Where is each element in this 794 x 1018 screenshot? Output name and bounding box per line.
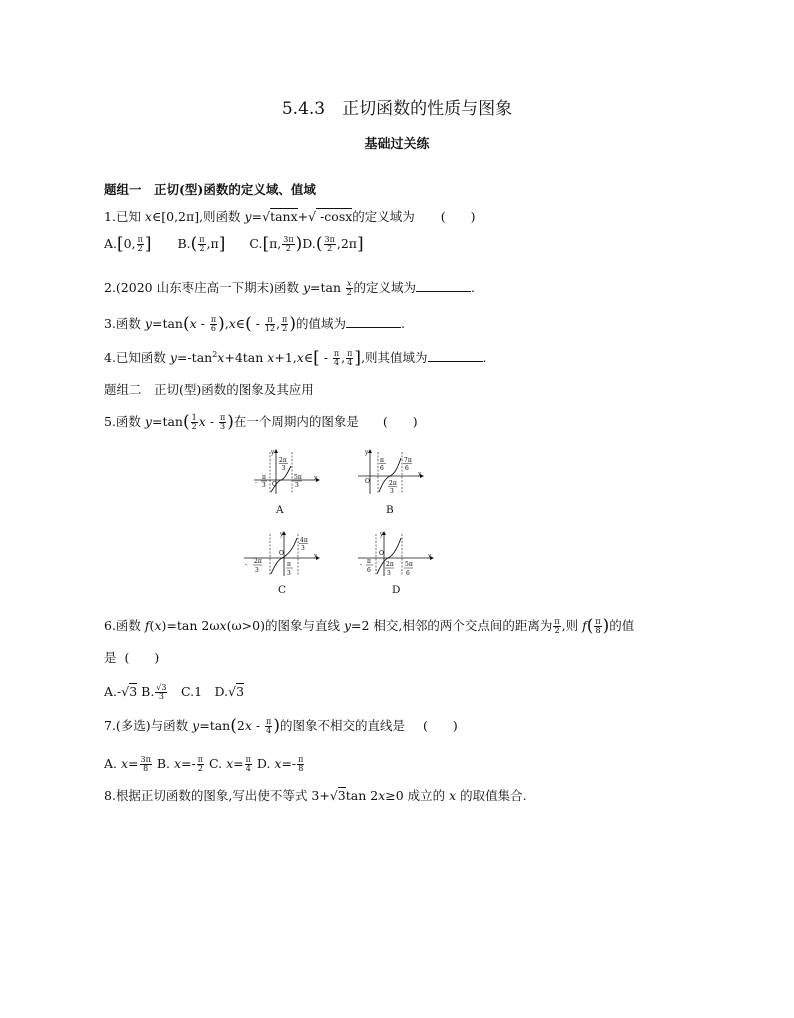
graph-a-left-num: π — [262, 474, 266, 481]
question-8: 8.根据正切函数的图象,写出使不等式 3+√3tan 2x≥0 成立的 x 的取值集合. — [104, 788, 527, 803]
graph-d-right-num: 5π — [405, 561, 413, 568]
question-6-line-2: 是 ( ) — [104, 650, 160, 665]
q1-number: 1. — [104, 209, 116, 224]
graph-c-caption: C — [278, 584, 287, 596]
graph-c-mid-num: π — [287, 561, 291, 568]
question-2: 2.(2020 山东枣庄高一下期末)函数 y=tan $\frac{x}{2}$ 的定义域为 . — [104, 279, 476, 297]
question-7: 7.(多选)与函数 y=tan(2x - $\frac{\pi}{4}$ )的图象不相交的直线是 ( ) — [104, 716, 458, 736]
q1-text: + — [297, 209, 309, 224]
graph-a-left-den: 3 — [262, 482, 266, 489]
graph-d-right-den: 6 — [406, 570, 410, 577]
q6-option-c: C.1 — [168, 684, 215, 699]
graph-b-y-label: y — [365, 449, 369, 456]
q1-radicand-2: -cosx — [316, 209, 353, 224]
graph-a-x-label: x — [314, 475, 318, 482]
graph-c-left-num: 2π — [254, 558, 262, 565]
graph-b-a-den: 6 — [380, 465, 384, 472]
q1-sqrt-sign: √ — [308, 209, 317, 224]
q1-text: ∈[0,2π],则函数 — [151, 209, 245, 224]
q1-frac: $\frac{\pi}{2}$ — [199, 235, 205, 253]
q2-frac: $\frac{x}{2}$ — [346, 279, 352, 297]
graph-b-b-num: 7π — [404, 457, 412, 464]
graph-c-origin: O — [279, 550, 284, 557]
q1-var-x: x — [144, 209, 152, 224]
graph-a-caption: A — [276, 504, 284, 516]
question-6: 6.函数 f(x)=tan 2ωx(ω>0)的图象与直线 y=2 相交,相邻的两个交点间的距离为 $\frac{\pi}{2}$ ,则 f( $\frac{\pi}{8}$ )的值 — [104, 616, 635, 636]
graph-d-left-sign: - — [360, 561, 363, 568]
section-heading-group2: 题组二 正切(型)函数的图象及其应用 — [104, 382, 314, 397]
q1-text: 的定义域为 — [352, 209, 415, 224]
graph-b — [356, 448, 428, 498]
question-1-options: A.[0, $\frac{\pi}{2}$ ] B.( $\frac{\pi}{2}$ ,π] C.[π, $\frac{3\pi}{2}$ )D.( $\frac{3\pi}{2}$ ,2π] — [104, 234, 364, 254]
q7-option-a: A. — [104, 756, 121, 771]
q2-answer-blank[interactable] — [416, 290, 471, 292]
q7-option-c: C. — [205, 756, 227, 771]
graph-d-mid-den: 3 — [387, 570, 391, 577]
question-4: 4.已知函数 $y=-\tan^2x+4\tan$ x+1,x∈[ - $\frac{\pi}{4}$ , $\frac{\pi}{4}$ ],则其值域为 . — [104, 348, 487, 368]
q7-option-d: D. — [252, 756, 275, 771]
graph-c-mid-den: 3 — [287, 570, 291, 577]
graph-a-right-den: 3 — [295, 482, 299, 489]
graph-a-top-num: 2π — [279, 457, 287, 464]
q6-option-d: D. — [214, 684, 229, 699]
graph-a-top-den: 3 — [281, 465, 286, 472]
graph-b-c-den: 3 — [390, 488, 394, 495]
question-3: 3.函数 y=tan(x - $\frac{\pi}{6}$ ),x∈( - $\frac{\pi}{12}$ , $\frac{\pi}{2}$ )的值域为 . — [104, 314, 405, 334]
question-6-options: A.-√3 B. $\frac{√3}{3}$ C.1 D.√3 — [104, 683, 245, 701]
q1-option-d: D. — [302, 236, 316, 251]
q7-option-b: B. — [152, 756, 174, 771]
graph-b-x-label: x — [418, 471, 422, 478]
q1-radicand-1: tanx — [270, 209, 298, 224]
graph-d-y-label: y — [380, 531, 384, 538]
q1-frac: $\frac{3\pi}{2}$ — [283, 235, 294, 253]
q6-option-a: A.- — [104, 684, 122, 699]
q1-answer-paren: ( ) — [440, 209, 476, 224]
graph-c-x-label: x — [314, 553, 318, 560]
graph-d-left-num: π — [367, 558, 371, 565]
graph-d-left-den: 6 — [367, 567, 371, 574]
q1-option-b: B. — [177, 236, 191, 251]
question-1 — [104, 211, 476, 224]
q3-answer-blank[interactable] — [346, 326, 401, 328]
graph-b-a-num: π — [380, 457, 384, 464]
graph-a — [252, 448, 322, 498]
graph-d-caption: D — [392, 584, 401, 596]
graph-d-x-label: x — [428, 553, 432, 560]
q1-option-a: A. — [104, 236, 118, 251]
q1-text: = — [251, 209, 263, 224]
graph-d-mid-num: 2π — [386, 561, 394, 568]
q1-frac: $\frac{3\pi}{2}$ — [324, 235, 335, 253]
graph-a-origin: O — [272, 481, 277, 488]
q1-var-y: y — [244, 209, 252, 224]
graph-b-origin: O — [365, 478, 370, 485]
q4-answer-blank[interactable] — [428, 360, 483, 362]
graph-c-top-num: 4π — [300, 537, 308, 544]
graph-d — [356, 530, 438, 580]
q1-frac: $\frac{\pi}{2}$ — [137, 235, 143, 253]
q1-option-c: C. — [249, 236, 263, 251]
graph-c-top-den: 3 — [301, 545, 305, 552]
graph-c — [242, 530, 324, 580]
graph-a-y-label: y — [271, 449, 275, 456]
graph-a-right-num: 5π — [294, 474, 302, 481]
q1-text: 已知 — [115, 209, 145, 224]
page-subtitle: 基础过关练 — [364, 137, 430, 152]
q1-sqrt-sign: √ — [262, 209, 271, 224]
question-5: 5.函数 y=tan( $\frac{1}{2}$ x - $\frac{\pi}{3}$ )在一个周期内的图象是 ( ) — [104, 412, 418, 432]
question-7-options: A. x= $\frac{3\pi}{8}$ B. x=- $\frac{\pi}{2}$ C. x= $\frac{\pi}{4}$ D. x=- $\frac{\pi}{8}$ — [104, 755, 304, 773]
q6-option-b: B. — [137, 684, 155, 699]
section-heading-group1: 题组一 正切(型)函数的定义域、值域 — [104, 182, 316, 197]
graph-b-b-den: 6 — [405, 465, 409, 472]
graph-b-caption: B — [386, 504, 394, 516]
page-title: 5.4.3 正切函数的性质与图象 — [281, 99, 513, 119]
graph-b-c-num: 2π — [389, 480, 397, 487]
graph-a-left-sign: - — [255, 479, 258, 486]
graph-d-origin: O — [379, 550, 384, 557]
graph-c-left-sign: - — [245, 561, 248, 568]
graph-c-left-den: 3 — [255, 567, 259, 574]
graph-c-y-label: y — [280, 531, 284, 538]
